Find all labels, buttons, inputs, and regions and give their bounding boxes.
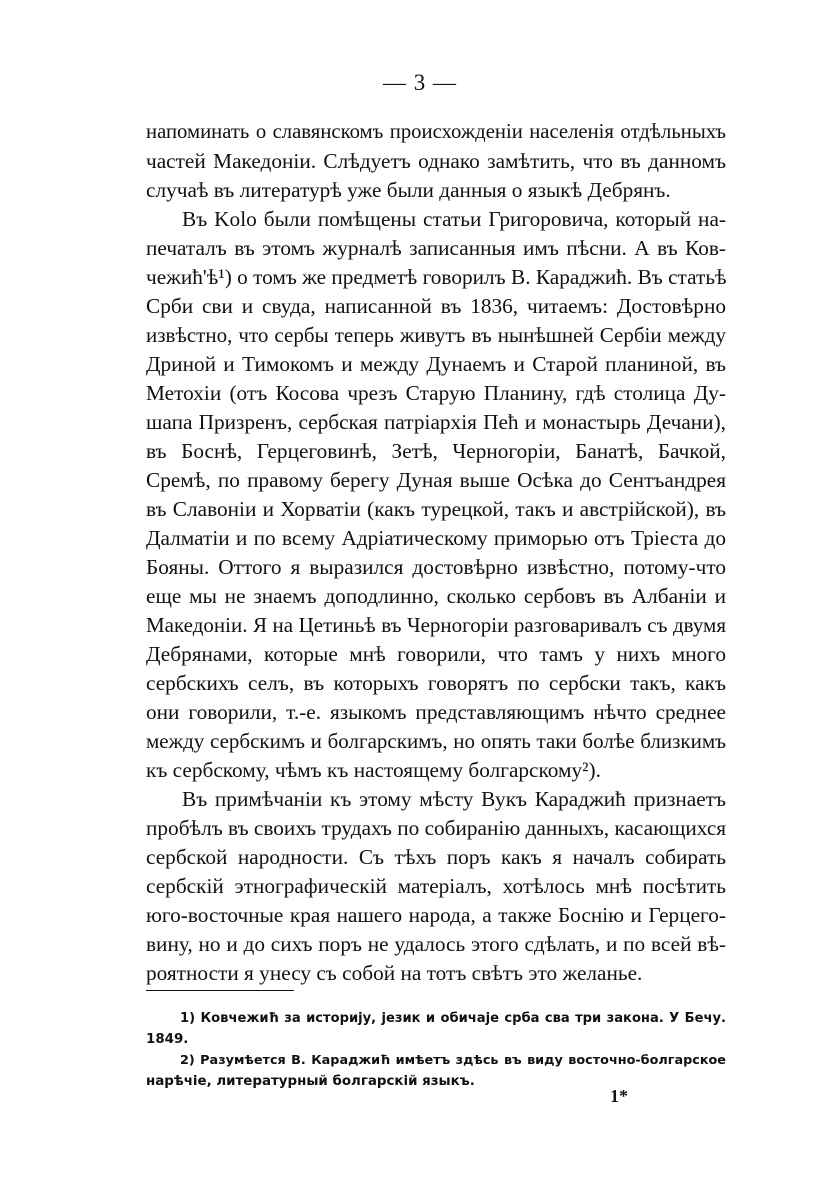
body-text (146, 118, 726, 988)
text-line: Метохіи (отъ Косова чрезъ Старую Планину, гдѣ столица Ду- (146, 381, 726, 405)
text-line: Дебрянами, которые мнѣ говорили, что тамъ у нихъ много (146, 642, 726, 666)
text-line: Бояны. Оттого я выразился достовѣрно извѣстно, потому-что (146, 555, 726, 579)
text-line: Срби сви и свуда, написанной въ 1836, читаемъ: Достовѣрно (146, 294, 726, 318)
footnote-2-continued: нарѣчіе, литературный болгарскій языкъ. (146, 1074, 475, 1089)
text-line: Далматіи и по всему Адріатическому приморью отъ Тріеста до (146, 526, 726, 550)
text-line: они говорили, т.-е. языкомъ представляющимъ нѣчто среднее (146, 700, 726, 724)
signature-mark: 1* (610, 1086, 628, 1106)
text-line: печаталъ въ этомъ журналѣ записанныя имъ пѣсни. А въ Ков- (146, 236, 726, 260)
text-line: юго-восточные края нашего народа, а также Боснію и Герцего- (146, 903, 726, 927)
paragraph-1 (146, 118, 726, 205)
text-line: роятности я унесу съ собой на тотъ свѣтъ это желанье. (146, 961, 643, 985)
text-line: Дриной и Тимокомъ и между Дунаемъ и Старой планиной, въ (146, 352, 726, 376)
paragraph-3 (146, 785, 726, 988)
footnote-1: 1) Ковчежиħ за историју, језик и обичаје срба сва три закона. У Бечу. (180, 1011, 726, 1026)
footnote-divider (146, 990, 294, 991)
page-number: — 3 — (383, 70, 457, 95)
text-line: сербскій этнографическій матеріалъ, хотѣлось мнѣ посѣтить (146, 874, 726, 898)
text-line: случаѣ въ литературѣ уже были данныя о языкѣ Дебрянъ. (146, 178, 671, 202)
text-line: извѣстно, что сербы теперь живутъ въ нынѣшней Сербіи между (146, 323, 726, 347)
text-line: пробѣлъ въ своихъ трудахъ по собиранію данныхъ, касающихся (146, 816, 727, 840)
footnote-2: 2) Разумѣется В. Караджиħ имѣетъ здѣсь въ виду восточно-болгарское (180, 1053, 726, 1068)
text-line: между сербскимъ и болгарскимъ, но опять таки болѣе близкимъ (146, 729, 726, 753)
text-line: Македоніи. Я на Цетиньѣ въ Черногоріи разговаривалъ съ двумя (146, 613, 726, 637)
footnote-1-continued: 1849. (146, 1032, 189, 1047)
text-line: частей Македоніи. Слѣдуетъ однако замѣтить, что въ данномъ (146, 149, 726, 173)
text-line: къ сербскому, чѣмъ къ настоящему болгарскому²). (146, 758, 601, 782)
text-line: Сремѣ, по правому берегу Дуная выше Осѣка до Сентъандрея (146, 468, 726, 492)
text-line: вину, но и до сихъ поръ не удалось этого сдѣлать, и по всей вѣ- (146, 932, 726, 956)
paragraph-2 (146, 205, 726, 785)
text-line: въ Славоніи и Хорватіи (какъ турецкой, такъ и австрійской), въ (146, 497, 726, 521)
text-line: сербской народности. Съ тѣхъ поръ какъ я началъ собирать (146, 845, 726, 869)
text-line: еще мы не знаемъ доподлинно, сколько сербовъ въ Албаніи и (146, 584, 726, 608)
text-line: сербскихъ селъ, въ которыхъ говорятъ по сербски такъ, какъ (146, 671, 726, 695)
text-line: напоминать о славянскомъ происхожденіи населенія отдѣльныхъ (146, 121, 726, 143)
text-line: Въ примѣчаніи къ этому мѣсту Вукъ Караджиħ признаетъ (182, 787, 726, 811)
text-line: Въ Kolo были помѣщены статьи Григоровича, который на- (182, 207, 726, 231)
text-line: въ Боснѣ, Герцеговинѣ, Зетѣ, Черногоріи, Банатѣ, Бачкой, (146, 439, 726, 463)
text-line: чежиħ'ѣ¹) о томъ же предметѣ говорилъ В. Караджиħ. Въ статьѣ (146, 265, 727, 289)
footnotes (146, 1008, 726, 1092)
text-line: шапа Призренъ, сербская патріархія Пеħ и монастырь Дечани), (146, 410, 726, 434)
